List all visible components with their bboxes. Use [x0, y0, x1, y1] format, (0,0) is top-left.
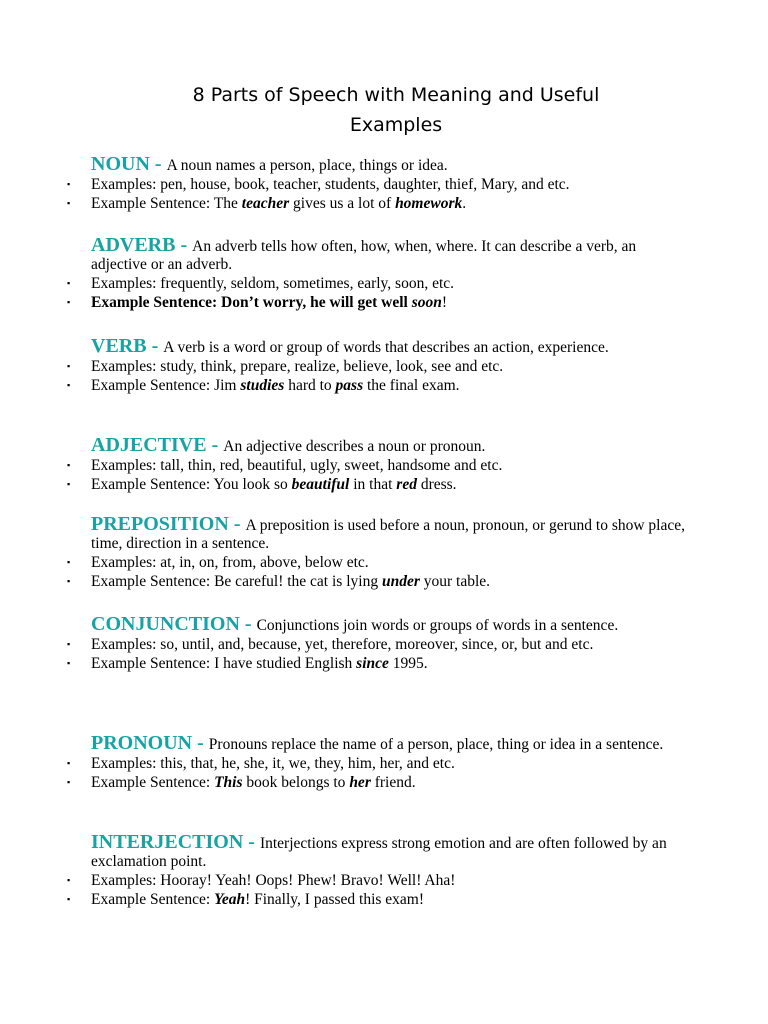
section-heading: [91, 436, 691, 456]
bullet-list: [0, 274, 768, 312]
bullet-icon: ▪: [67, 875, 71, 885]
sentence-parts: [214, 195, 466, 212]
example-sentence-item: [0, 890, 691, 909]
section-heading: [91, 236, 691, 274]
bullet-icon: ▪: [67, 576, 71, 586]
bullet-icon: ▪: [67, 479, 71, 489]
term-dash: -: [228, 513, 246, 535]
term-dash: -: [192, 732, 209, 754]
bullet-icon: ▪: [67, 894, 71, 904]
sentence-part: studies: [240, 377, 285, 394]
section-heading: [91, 734, 691, 754]
bullet-icon: ▪: [67, 198, 71, 208]
sentence-part: since: [356, 655, 389, 672]
examples-text: Examples: pen, house, book, teacher, students, daughter, thief, Mary, and etc.: [91, 176, 570, 193]
sentence-parts: [221, 294, 447, 311]
sentence-part: You look so: [213, 476, 292, 493]
sentence-part: Jim: [214, 377, 241, 394]
sentence-part: the final exam.: [363, 377, 460, 394]
page-title: [120, 80, 672, 140]
term-dash: -: [146, 335, 164, 357]
term-dash: -: [206, 434, 224, 456]
sentence-part: !: [441, 294, 448, 311]
bullet-list: [0, 357, 768, 395]
term-label: NOUN: [91, 153, 150, 175]
sentence-part: under: [381, 573, 420, 590]
examples-item: [0, 871, 691, 890]
sentence-part: Don’t worry, he will get well: [221, 294, 412, 311]
section-adjective: [0, 436, 768, 494]
examples-text: Examples: frequently, seldom, sometimes, early, soon, etc.: [91, 275, 455, 292]
sentence-part: teacher: [241, 195, 290, 212]
examples-text: Examples: study, think, prepare, realize, believe, look, see and etc.: [91, 358, 504, 375]
title-line-1: 8 Parts of Speech with Meaning and Useful: [192, 84, 600, 106]
section-preposition: [0, 515, 768, 591]
sentence-parts: [214, 573, 490, 590]
section-heading: [91, 615, 691, 635]
term-dash: -: [175, 234, 193, 256]
example-sentence-item: [0, 475, 691, 494]
sentence-label: Example Sentence:: [91, 573, 215, 590]
sentence-parts: [214, 476, 457, 493]
term-definition: An adjective describes a noun or pronoun.: [223, 438, 486, 455]
section-heading: [91, 155, 691, 175]
sentence-label: Example Sentence:: [91, 655, 215, 672]
examples-item: [0, 175, 691, 194]
term-label: PREPOSITION: [91, 513, 229, 535]
term-label: INTERJECTION: [91, 831, 244, 853]
term-label: VERB: [91, 335, 147, 357]
sentence-part: friend.: [370, 774, 416, 791]
section-interjection: [0, 833, 768, 909]
section-verb: [0, 337, 768, 395]
section-heading: [91, 515, 691, 553]
bullet-icon: ▪: [67, 639, 71, 649]
sentence-part: .: [462, 195, 467, 212]
sentence-label: Example Sentence:: [91, 774, 215, 791]
sentence-part: her: [349, 774, 371, 791]
term-label: PRONOUN: [91, 732, 193, 754]
bullet-list: [0, 635, 768, 673]
term-definition: A verb is a word or group of words that describes an action, experience.: [163, 339, 609, 356]
examples-item: [0, 274, 691, 293]
sentence-part: homework: [395, 195, 463, 212]
bullet-icon: ▪: [67, 297, 71, 307]
bullet-icon: ▪: [67, 557, 71, 567]
bullet-icon: ▪: [67, 460, 71, 470]
examples-item: [0, 553, 691, 572]
term-dash: -: [239, 613, 257, 635]
section-noun: [0, 155, 768, 213]
bullet-list: [0, 553, 768, 591]
examples-item: [0, 456, 691, 475]
sentence-part: in that: [349, 476, 397, 493]
sentence-parts: [214, 655, 428, 672]
sentence-part: ! Finally, I passed this exam!: [245, 891, 425, 908]
bullet-icon: ▪: [67, 658, 71, 668]
sentence-part: soon: [411, 294, 442, 311]
sentence-label: Example Sentence:: [91, 195, 214, 212]
example-sentence-item: [0, 194, 691, 213]
sentence-label: Example Sentence:: [91, 294, 222, 311]
title-line-2: Examples: [349, 114, 443, 136]
term-label: ADVERB: [91, 234, 176, 256]
term-definition: Conjunctions join words or groups of words in a sentence.: [256, 617, 619, 634]
section-conjunction: [0, 615, 768, 673]
examples-text: Examples: this, that, he, she, it, we, they, him, her, and etc.: [91, 755, 455, 772]
bullet-list: [0, 754, 768, 792]
term-label: CONJUNCTION: [91, 613, 240, 635]
examples-item: [0, 357, 691, 376]
bullet-icon: ▪: [67, 278, 71, 288]
section-pronoun: [0, 734, 768, 792]
examples-text: Examples: so, until, and, because, yet, therefore, moreover, since, or, but and etc.: [91, 636, 594, 653]
term-definition: A noun names a person, place, things or idea.: [166, 157, 448, 174]
term-dash: -: [243, 831, 260, 853]
example-sentence-item: [0, 654, 691, 673]
bullet-icon: ▪: [67, 758, 71, 768]
section-adverb: [0, 236, 768, 312]
sentence-part: I have studied English: [214, 655, 357, 672]
sentence-part: The: [213, 195, 242, 212]
bullet-list: [0, 871, 768, 909]
examples-item: [0, 635, 691, 654]
sentence-part: beautiful: [291, 476, 350, 493]
term-dash: -: [149, 153, 167, 175]
examples-text: Examples: at, in, on, from, above, below etc.: [91, 554, 369, 571]
sentence-parts: [214, 891, 424, 908]
example-sentence-item: [0, 376, 691, 395]
sentence-part: pass: [335, 377, 364, 394]
sentence-parts: [214, 377, 459, 394]
sentence-part: gives us a lot of: [289, 195, 396, 212]
examples-item: [0, 754, 691, 773]
term-definition: Pronouns replace the name of a person, place, thing or idea in a sentence.: [208, 736, 664, 753]
sentence-parts: [214, 774, 416, 791]
sentence-label: Example Sentence:: [91, 891, 215, 908]
example-sentence-item: [0, 773, 691, 792]
sentence-part: book belongs to: [242, 774, 350, 791]
term-definition: A preposition is used before a noun, pronoun, or gerund to show place, time, direction in a sentence.: [91, 517, 685, 552]
example-sentence-item: [0, 572, 691, 591]
examples-text: Examples: Hooray! Yeah! Oops! Phew! Bravo! Well! Aha!: [91, 872, 456, 889]
sentence-part: Be careful! the cat is lying: [214, 573, 382, 590]
section-heading: [91, 337, 691, 357]
sentence-label: Example Sentence:: [91, 476, 214, 493]
sentence-part: This: [214, 774, 243, 791]
sentence-part: dress.: [416, 476, 457, 493]
bullet-icon: ▪: [67, 179, 71, 189]
sentence-part: 1995.: [388, 655, 428, 672]
sentence-part: hard to: [284, 377, 336, 394]
sentence-label: Example Sentence:: [91, 377, 215, 394]
term-label: ADJECTIVE: [91, 434, 207, 456]
bullet-list: [0, 175, 768, 213]
bullet-list: [0, 456, 768, 494]
term-definition: Interjections express strong emotion and are often followed by an exclamation point.: [91, 835, 667, 870]
sentence-part: your table.: [419, 573, 491, 590]
term-definition: An adverb tells how often, how, when, where. It can describe a verb, an adjective or an adverb.: [91, 238, 637, 273]
bullet-icon: ▪: [67, 380, 71, 390]
example-sentence-item: [0, 293, 691, 312]
sentence-part: red: [396, 476, 417, 493]
examples-text: Examples: tall, thin, red, beautiful, ugly, sweet, handsome and etc.: [91, 457, 503, 474]
bullet-icon: ▪: [67, 777, 71, 787]
bullet-icon: ▪: [67, 361, 71, 371]
section-heading: [91, 833, 691, 871]
sentence-part: Yeah: [214, 891, 246, 908]
